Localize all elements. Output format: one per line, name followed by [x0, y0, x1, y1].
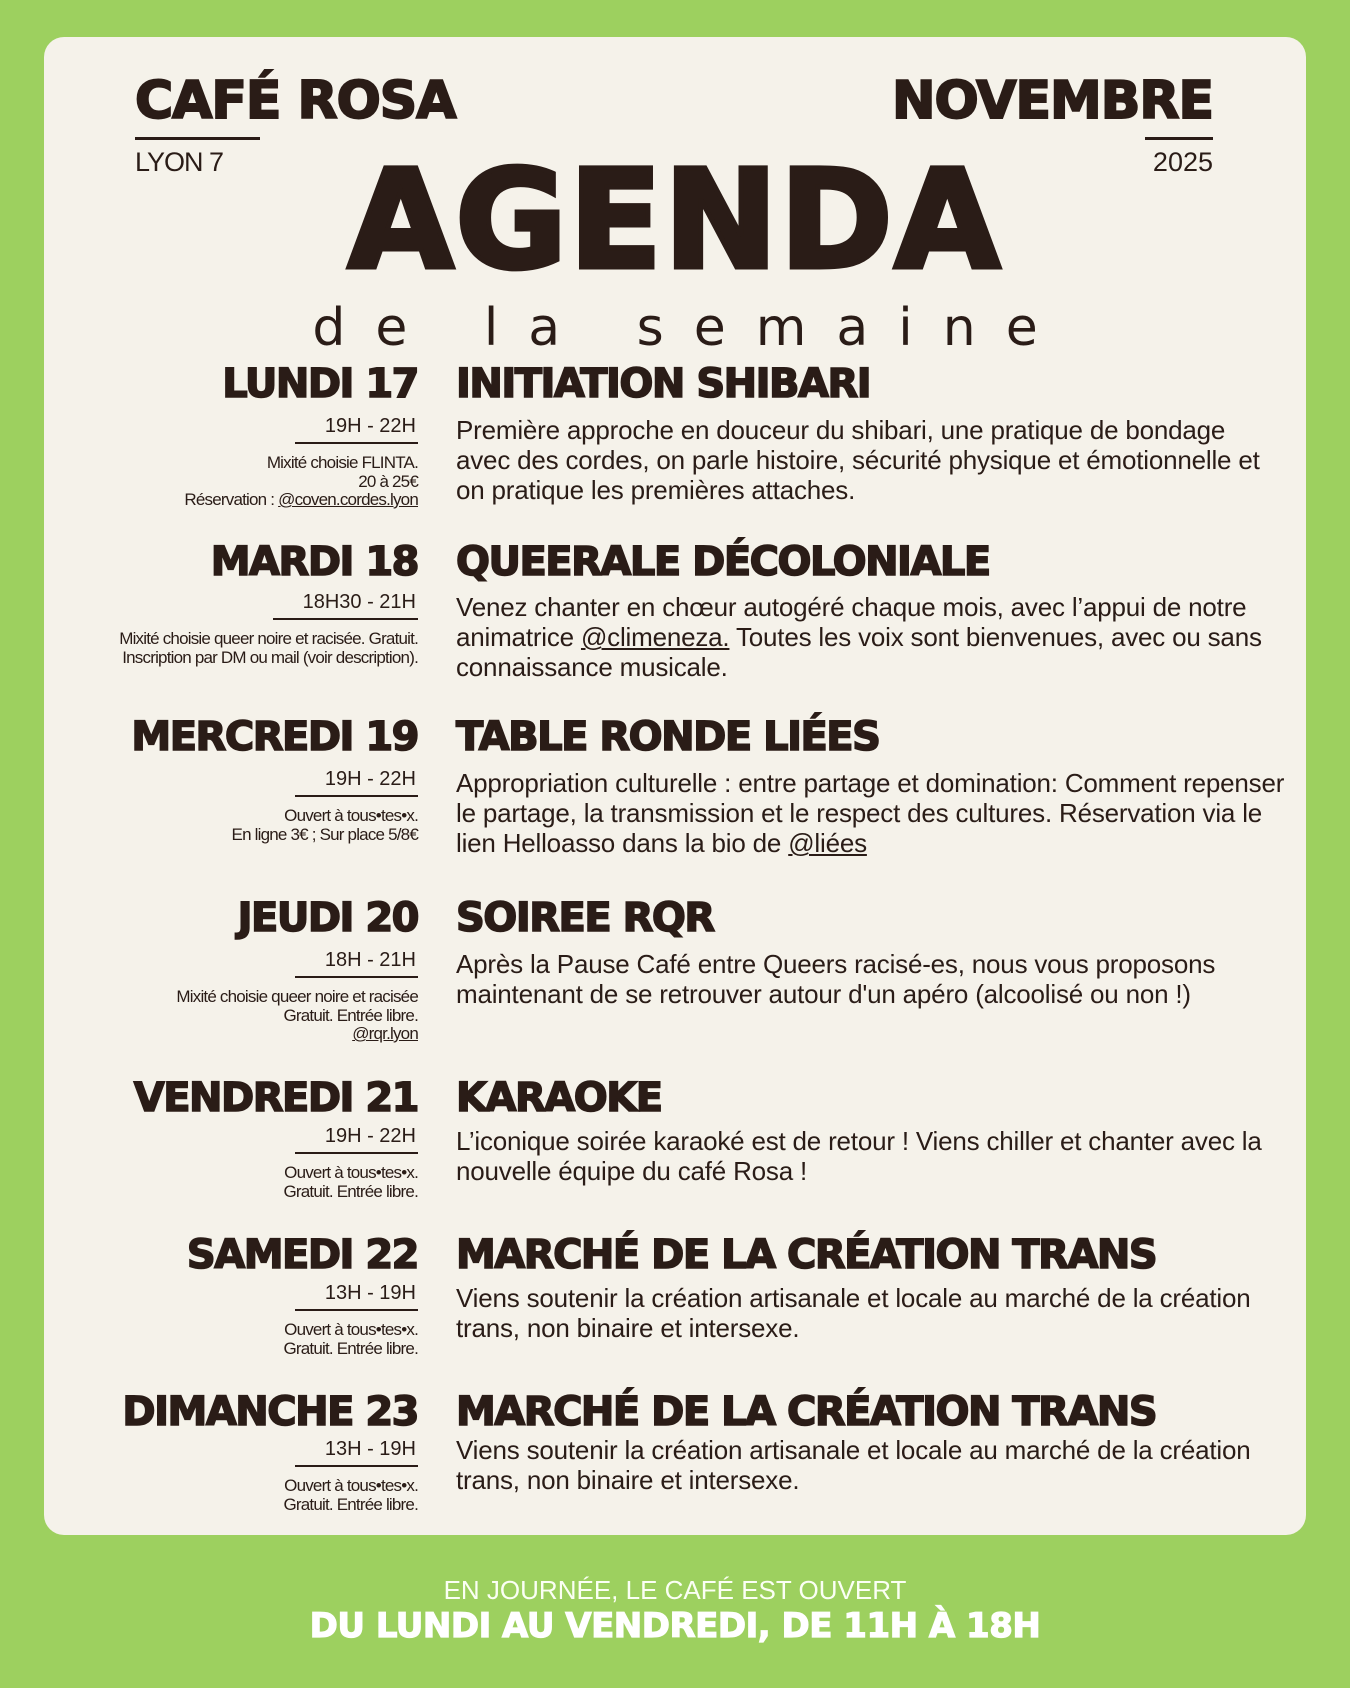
- desc-link[interactable]: @liées: [788, 828, 867, 858]
- note-line: 20 à 25€: [358, 471, 418, 491]
- note-line: Ouvert à tous•tes•x.: [284, 1476, 418, 1495]
- event-title: KARAOKE: [456, 1075, 662, 1121]
- event-description: Viens soutenir la création artisanale et locale au marché de la création trans, non binaire et intersexe.: [456, 1283, 1251, 1343]
- event-note: [88, 1321, 418, 1358]
- event-note: [88, 454, 418, 510]
- event-time: 18H - 21H: [295, 950, 418, 978]
- desc-text: Toutes les voix sont bienvenues, avec ou sans connaissance musicale.: [456, 622, 1262, 682]
- event-description: Viens soutenir la création artisanale et locale au marché de la création trans, non binaire et intersexe.: [456, 1435, 1251, 1495]
- event-note: Mixité choisie queer noire et racisée. Gratuit. Inscription par DM ou mail (voir description).: [119, 629, 418, 667]
- event-title: QUEERALE DÉCOLONIALE: [456, 539, 990, 585]
- note-line: Mixité choisie FLINTA.: [266, 453, 418, 472]
- event-note: [88, 1477, 418, 1514]
- note-line: Gratuit. Entrée libre.: [283, 1181, 418, 1201]
- event-day: MARDI 18: [210, 539, 418, 585]
- event-day: MERCREDI 19: [131, 714, 418, 760]
- desc-text: Venez chanter en chœur autogéré chaque mois, avec l’appui de notre animatrice: [456, 592, 1247, 652]
- event-description: [456, 592, 1286, 682]
- event-description: Première approche en douceur du shibari, une pratique de bondage avec des cordes, on parle histoire, sécurité physique et émotionnelle et on pratique les premières attaches.: [456, 415, 1260, 505]
- event-title: SOIREE RQR: [456, 895, 714, 941]
- note-line: En ligne 3€ ; Sur place 5/8€: [231, 824, 418, 844]
- note-line: Ouvert à tous•tes•x.: [284, 1163, 418, 1182]
- note-link[interactable]: @coven.cordes.lyon: [278, 490, 418, 509]
- month-divider: [1145, 137, 1213, 140]
- event-day: DIMANCHE 23: [122, 1389, 418, 1435]
- event-time: 13H - 19H: [295, 1283, 418, 1311]
- note-link[interactable]: @rqr.lyon: [352, 1024, 418, 1043]
- city-label: LYON 7: [135, 147, 224, 177]
- event-description: Après la Pause Café entre Queers racisé-es, nous vous proposons maintenant de se retrouver autour d'un apéro (alcoolisé ou non !): [456, 949, 1216, 1009]
- brand-divider: [135, 137, 260, 140]
- event-title: MARCHÉ DE LA CRÉATION TRANS: [456, 1389, 1157, 1435]
- event-time: 19H - 22H: [295, 416, 418, 444]
- event-note: [88, 807, 418, 844]
- event-day: LUNDI 17: [222, 361, 418, 407]
- event-time: 18H30 - 21H: [273, 592, 418, 620]
- note-line: Gratuit. Entrée libre.: [283, 1494, 418, 1514]
- note-line: Ouvert à tous•tes•x.: [284, 806, 418, 825]
- month-label: NOVEMBRE: [891, 71, 1213, 131]
- event-title: INITIATION SHIBARI: [456, 361, 871, 407]
- event-day: VENDREDI 21: [133, 1075, 418, 1121]
- event-day: JEUDI 20: [237, 895, 418, 941]
- year-label: 2025: [1152, 147, 1213, 177]
- brand-name: CAFÉ ROSA: [135, 71, 456, 131]
- event-time: 19H - 22H: [295, 1126, 418, 1154]
- event-title: TABLE RONDE LIÉES: [456, 714, 880, 760]
- event-description: [456, 768, 1286, 858]
- event-note: [88, 1164, 418, 1201]
- footer-intro: EN JOURNÉE, LE CAFÉ EST OUVERT: [443, 1575, 907, 1605]
- event-description: L’iconique soirée karaoké est de retour ! Viens chiller et chanter avec la nouvelle équipe du café Rosa !: [456, 1126, 1262, 1186]
- event-day: SAMEDI 22: [186, 1232, 418, 1278]
- page-subtitle: de la semaine: [312, 298, 1068, 358]
- page-title: AGENDA: [348, 142, 1002, 300]
- event-time: 13H - 19H: [295, 1439, 418, 1467]
- note-line: Gratuit. Entrée libre.: [283, 1338, 418, 1358]
- note-line: Gratuit. Entrée libre.: [283, 1005, 418, 1025]
- desc-text: Appropriation culturelle : entre partage et domination: Comment repenser le partage, la transmission et le respect des cultures. Réservation via le lien Helloasso dans la bio de: [456, 768, 1285, 858]
- note-line: Mixité choisie queer noire et racisée: [176, 987, 418, 1006]
- event-note: [58, 988, 418, 1044]
- event-time: 19H - 22H: [295, 769, 418, 797]
- note-prefix: Réservation :: [184, 490, 279, 509]
- note-line: Ouvert à tous•tes•x.: [284, 1320, 418, 1339]
- footer-hours: DU LUNDI AU VENDREDI, DE 11H À 18H: [309, 1606, 1041, 1646]
- desc-link[interactable]: @climeneza.: [580, 622, 730, 652]
- agenda-card: [44, 37, 1306, 1535]
- event-title: MARCHÉ DE LA CRÉATION TRANS: [456, 1232, 1157, 1278]
